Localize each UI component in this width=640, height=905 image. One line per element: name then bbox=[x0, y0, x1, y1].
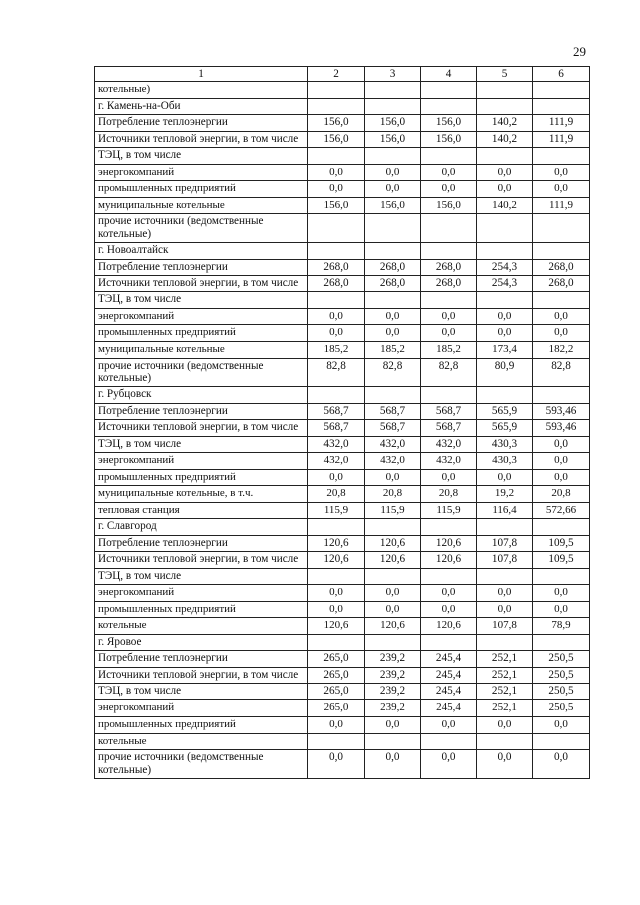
value-cell: 109,5 bbox=[533, 552, 590, 568]
value-cell: 156,0 bbox=[308, 131, 365, 147]
value-cell bbox=[421, 733, 477, 750]
value-cell: 156,0 bbox=[421, 115, 477, 131]
value-cell: 565,9 bbox=[477, 403, 533, 419]
value-cell bbox=[421, 148, 477, 164]
value-cell bbox=[365, 82, 421, 99]
value-cell: 82,8 bbox=[533, 358, 590, 387]
row-label: промышленных предприятий bbox=[95, 181, 308, 198]
row-label: Источники тепловой энергии, в том числе bbox=[95, 667, 308, 683]
table-row bbox=[95, 618, 590, 635]
table-row bbox=[95, 601, 590, 618]
value-cell: 565,9 bbox=[477, 420, 533, 436]
value-cell: 0,0 bbox=[421, 750, 477, 779]
value-cell: 0,0 bbox=[308, 181, 365, 198]
table-body bbox=[95, 67, 590, 779]
value-cell bbox=[365, 214, 421, 243]
table-row bbox=[95, 453, 590, 470]
row-label: муниципальные котельные bbox=[95, 197, 308, 214]
value-cell bbox=[308, 243, 365, 259]
row-label: ТЭЦ, в том числе bbox=[95, 292, 308, 308]
header-cell: 3 bbox=[365, 67, 421, 82]
value-cell: 268,0 bbox=[421, 276, 477, 292]
value-cell: 0,0 bbox=[421, 181, 477, 198]
value-cell: 245,4 bbox=[421, 684, 477, 700]
value-cell: 0,0 bbox=[477, 717, 533, 734]
value-cell bbox=[365, 243, 421, 259]
row-label: Потребление теплоэнергии bbox=[95, 259, 308, 275]
value-cell: 593,46 bbox=[533, 420, 590, 436]
table-row bbox=[95, 164, 590, 181]
value-cell: 115,9 bbox=[421, 502, 477, 519]
value-cell: 115,9 bbox=[365, 502, 421, 519]
value-cell: 20,8 bbox=[533, 486, 590, 503]
value-cell: 239,2 bbox=[365, 651, 421, 667]
value-cell: 109,5 bbox=[533, 535, 590, 551]
value-cell bbox=[365, 387, 421, 403]
header-cell: 1 bbox=[95, 67, 308, 82]
value-cell: 568,7 bbox=[365, 403, 421, 419]
value-cell: 156,0 bbox=[308, 197, 365, 214]
row-label: промышленных предприятий bbox=[95, 469, 308, 486]
value-cell: 156,0 bbox=[308, 115, 365, 131]
value-cell bbox=[365, 519, 421, 535]
value-cell bbox=[421, 82, 477, 99]
value-cell: 156,0 bbox=[421, 197, 477, 214]
table-row bbox=[95, 115, 590, 131]
table-header-row bbox=[95, 67, 590, 82]
value-cell: 0,0 bbox=[533, 436, 590, 452]
value-cell: 268,0 bbox=[533, 276, 590, 292]
table-row bbox=[95, 651, 590, 667]
value-cell: 430,3 bbox=[477, 453, 533, 470]
value-cell: 80,9 bbox=[477, 358, 533, 387]
table-row bbox=[95, 700, 590, 717]
value-cell: 268,0 bbox=[421, 259, 477, 275]
value-cell bbox=[477, 519, 533, 535]
value-cell: 0,0 bbox=[477, 750, 533, 779]
value-cell: 0,0 bbox=[533, 325, 590, 342]
value-cell: 156,0 bbox=[421, 131, 477, 147]
value-cell: 120,6 bbox=[308, 535, 365, 551]
value-cell: 0,0 bbox=[533, 585, 590, 602]
value-cell: 252,1 bbox=[477, 684, 533, 700]
value-cell: 250,5 bbox=[533, 651, 590, 667]
value-cell: 0,0 bbox=[308, 601, 365, 618]
value-cell: 430,3 bbox=[477, 436, 533, 452]
page-number: 29 bbox=[573, 44, 586, 59]
value-cell: 0,0 bbox=[477, 181, 533, 198]
row-label: г. Рубцовск bbox=[95, 387, 308, 403]
value-cell: 0,0 bbox=[477, 601, 533, 618]
value-cell bbox=[533, 82, 590, 99]
value-cell: 252,1 bbox=[477, 700, 533, 717]
table-row bbox=[95, 519, 590, 535]
value-cell: 0,0 bbox=[533, 453, 590, 470]
value-cell bbox=[421, 519, 477, 535]
table-row bbox=[95, 276, 590, 292]
value-cell: 432,0 bbox=[421, 436, 477, 452]
value-cell bbox=[308, 214, 365, 243]
table-row bbox=[95, 131, 590, 147]
row-label: Источники тепловой энергии, в том числе bbox=[95, 420, 308, 436]
table-row bbox=[95, 259, 590, 275]
value-cell: 182,2 bbox=[533, 342, 590, 359]
value-cell: 265,0 bbox=[308, 700, 365, 717]
value-cell: 120,6 bbox=[421, 618, 477, 635]
row-label: котельные bbox=[95, 618, 308, 635]
value-cell: 120,6 bbox=[365, 552, 421, 568]
value-cell bbox=[477, 243, 533, 259]
table-row bbox=[95, 358, 590, 387]
table-row bbox=[95, 568, 590, 584]
value-cell: 0,0 bbox=[365, 181, 421, 198]
row-label: муниципальные котельные, в т.ч. bbox=[95, 486, 308, 503]
value-cell bbox=[533, 634, 590, 650]
table-row bbox=[95, 292, 590, 308]
row-label: промышленных предприятий bbox=[95, 325, 308, 342]
value-cell: 0,0 bbox=[365, 325, 421, 342]
value-cell: 185,2 bbox=[308, 342, 365, 359]
value-cell bbox=[533, 733, 590, 750]
row-label: ТЭЦ, в том числе bbox=[95, 684, 308, 700]
value-cell bbox=[308, 387, 365, 403]
value-cell: 156,0 bbox=[365, 115, 421, 131]
value-cell: 250,5 bbox=[533, 667, 590, 683]
table-row bbox=[95, 535, 590, 551]
value-cell: 173,4 bbox=[477, 342, 533, 359]
value-cell: 120,6 bbox=[365, 618, 421, 635]
value-cell bbox=[533, 99, 590, 115]
table-row bbox=[95, 99, 590, 115]
value-cell: 432,0 bbox=[308, 436, 365, 452]
value-cell: 0,0 bbox=[421, 164, 477, 181]
value-cell bbox=[477, 214, 533, 243]
value-cell: 0,0 bbox=[533, 717, 590, 734]
value-cell: 245,4 bbox=[421, 667, 477, 683]
value-cell bbox=[308, 634, 365, 650]
row-label: энергокомпаний bbox=[95, 453, 308, 470]
table-row bbox=[95, 243, 590, 259]
value-cell: 0,0 bbox=[533, 601, 590, 618]
row-label: энергокомпаний bbox=[95, 585, 308, 602]
value-cell: 0,0 bbox=[533, 750, 590, 779]
value-cell: 0,0 bbox=[365, 717, 421, 734]
value-cell bbox=[308, 519, 365, 535]
table-row bbox=[95, 733, 590, 750]
value-cell: 78,9 bbox=[533, 618, 590, 635]
value-cell bbox=[421, 387, 477, 403]
value-cell: 0,0 bbox=[533, 469, 590, 486]
value-cell: 0,0 bbox=[533, 164, 590, 181]
value-cell: 0,0 bbox=[365, 308, 421, 325]
value-cell bbox=[308, 733, 365, 750]
value-cell bbox=[421, 214, 477, 243]
value-cell bbox=[308, 82, 365, 99]
value-cell: 593,46 bbox=[533, 403, 590, 419]
value-cell bbox=[477, 292, 533, 308]
value-cell: 0,0 bbox=[365, 585, 421, 602]
table-row bbox=[95, 387, 590, 403]
value-cell: 0,0 bbox=[308, 469, 365, 486]
value-cell: 568,7 bbox=[308, 403, 365, 419]
table-row bbox=[95, 148, 590, 164]
value-cell: 0,0 bbox=[477, 308, 533, 325]
value-cell bbox=[421, 568, 477, 584]
row-label: Источники тепловой энергии, в том числе bbox=[95, 276, 308, 292]
value-cell bbox=[365, 99, 421, 115]
value-cell: 0,0 bbox=[421, 585, 477, 602]
table-row bbox=[95, 214, 590, 243]
value-cell: 0,0 bbox=[308, 325, 365, 342]
value-cell: 0,0 bbox=[308, 717, 365, 734]
row-label: ТЭЦ, в том числе bbox=[95, 436, 308, 452]
table-row bbox=[95, 403, 590, 419]
value-cell: 156,0 bbox=[365, 131, 421, 147]
value-cell: 250,5 bbox=[533, 700, 590, 717]
value-cell bbox=[533, 292, 590, 308]
value-cell: 140,2 bbox=[477, 197, 533, 214]
value-cell bbox=[308, 99, 365, 115]
table-row bbox=[95, 634, 590, 650]
value-cell: 0,0 bbox=[365, 469, 421, 486]
value-cell: 254,3 bbox=[477, 276, 533, 292]
row-label: Потребление теплоэнергии bbox=[95, 115, 308, 131]
table-row bbox=[95, 469, 590, 486]
row-label: прочие источники (ведомственные котельные) bbox=[95, 358, 308, 387]
value-cell bbox=[308, 292, 365, 308]
row-label: энергокомпаний bbox=[95, 308, 308, 325]
value-cell: 120,6 bbox=[308, 618, 365, 635]
header-cell: 5 bbox=[477, 67, 533, 82]
table-row bbox=[95, 82, 590, 99]
value-cell: 120,6 bbox=[421, 552, 477, 568]
value-cell: 185,2 bbox=[365, 342, 421, 359]
table-row bbox=[95, 552, 590, 568]
value-cell bbox=[308, 148, 365, 164]
value-cell bbox=[365, 733, 421, 750]
value-cell bbox=[533, 568, 590, 584]
row-label: муниципальные котельные bbox=[95, 342, 308, 359]
value-cell: 568,7 bbox=[421, 420, 477, 436]
value-cell bbox=[421, 292, 477, 308]
row-label: г. Яровое bbox=[95, 634, 308, 650]
value-cell: 107,8 bbox=[477, 552, 533, 568]
value-cell: 432,0 bbox=[421, 453, 477, 470]
table-row bbox=[95, 308, 590, 325]
value-cell: 120,6 bbox=[365, 535, 421, 551]
value-cell bbox=[477, 148, 533, 164]
value-cell: 572,66 bbox=[533, 502, 590, 519]
value-cell: 0,0 bbox=[421, 325, 477, 342]
value-cell: 268,0 bbox=[308, 276, 365, 292]
value-cell: 568,7 bbox=[421, 403, 477, 419]
table-row bbox=[95, 717, 590, 734]
row-label: Потребление теплоэнергии bbox=[95, 651, 308, 667]
value-cell: 82,8 bbox=[421, 358, 477, 387]
value-cell: 0,0 bbox=[308, 585, 365, 602]
value-cell: 20,8 bbox=[308, 486, 365, 503]
value-cell: 268,0 bbox=[308, 259, 365, 275]
value-cell: 111,9 bbox=[533, 197, 590, 214]
table-row bbox=[95, 436, 590, 452]
row-label: Источники тепловой энергии, в том числе bbox=[95, 552, 308, 568]
value-cell: 245,4 bbox=[421, 700, 477, 717]
value-cell: 0,0 bbox=[365, 164, 421, 181]
value-cell: 0,0 bbox=[477, 325, 533, 342]
table-row bbox=[95, 667, 590, 683]
value-cell: 0,0 bbox=[308, 308, 365, 325]
table-row bbox=[95, 486, 590, 503]
row-label: тепловая станция bbox=[95, 502, 308, 519]
value-cell: 0,0 bbox=[308, 750, 365, 779]
value-cell: 239,2 bbox=[365, 667, 421, 683]
row-label: г. Камень-на-Оби bbox=[95, 99, 308, 115]
value-cell: 268,0 bbox=[365, 259, 421, 275]
value-cell: 239,2 bbox=[365, 700, 421, 717]
value-cell bbox=[477, 387, 533, 403]
row-label: Потребление теплоэнергии bbox=[95, 403, 308, 419]
value-cell: 245,4 bbox=[421, 651, 477, 667]
value-cell: 115,9 bbox=[308, 502, 365, 519]
value-cell: 0,0 bbox=[533, 181, 590, 198]
value-cell: 265,0 bbox=[308, 651, 365, 667]
value-cell: 432,0 bbox=[365, 453, 421, 470]
value-cell: 111,9 bbox=[533, 115, 590, 131]
table-row bbox=[95, 750, 590, 779]
table-row bbox=[95, 181, 590, 198]
value-cell bbox=[477, 99, 533, 115]
value-cell: 239,2 bbox=[365, 684, 421, 700]
value-cell: 116,4 bbox=[477, 502, 533, 519]
row-label: промышленных предприятий bbox=[95, 717, 308, 734]
value-cell: 82,8 bbox=[308, 358, 365, 387]
value-cell bbox=[308, 568, 365, 584]
value-cell: 568,7 bbox=[365, 420, 421, 436]
value-cell: 254,3 bbox=[477, 259, 533, 275]
value-cell: 0,0 bbox=[365, 601, 421, 618]
value-cell bbox=[477, 568, 533, 584]
table-row bbox=[95, 325, 590, 342]
row-label: г. Новоалтайск bbox=[95, 243, 308, 259]
value-cell: 0,0 bbox=[308, 164, 365, 181]
table-row bbox=[95, 197, 590, 214]
value-cell: 156,0 bbox=[365, 197, 421, 214]
value-cell: 432,0 bbox=[365, 436, 421, 452]
header-cell: 2 bbox=[308, 67, 365, 82]
value-cell: 20,8 bbox=[365, 486, 421, 503]
value-cell: 120,6 bbox=[421, 535, 477, 551]
value-cell: 111,9 bbox=[533, 131, 590, 147]
row-label: промышленных предприятий bbox=[95, 601, 308, 618]
value-cell: 140,2 bbox=[477, 115, 533, 131]
value-cell: 268,0 bbox=[365, 276, 421, 292]
value-cell: 252,1 bbox=[477, 651, 533, 667]
value-cell: 185,2 bbox=[421, 342, 477, 359]
header-cell: 4 bbox=[421, 67, 477, 82]
value-cell bbox=[365, 634, 421, 650]
value-cell: 0,0 bbox=[477, 164, 533, 181]
value-cell: 252,1 bbox=[477, 667, 533, 683]
value-cell: 432,0 bbox=[308, 453, 365, 470]
value-cell: 0,0 bbox=[365, 750, 421, 779]
value-cell: 0,0 bbox=[533, 308, 590, 325]
header-cell: 6 bbox=[533, 67, 590, 82]
value-cell bbox=[533, 243, 590, 259]
table-row bbox=[95, 585, 590, 602]
table-row bbox=[95, 420, 590, 436]
value-cell: 265,0 bbox=[308, 684, 365, 700]
value-cell: 82,8 bbox=[365, 358, 421, 387]
row-label: прочие источники (ведомственные котельные) bbox=[95, 214, 308, 243]
value-cell: 0,0 bbox=[421, 601, 477, 618]
value-cell bbox=[365, 568, 421, 584]
value-cell bbox=[477, 82, 533, 99]
value-cell: 568,7 bbox=[308, 420, 365, 436]
value-cell bbox=[477, 733, 533, 750]
value-cell bbox=[421, 243, 477, 259]
value-cell: 107,8 bbox=[477, 535, 533, 551]
row-label: энергокомпаний bbox=[95, 164, 308, 181]
row-label: энергокомпаний bbox=[95, 700, 308, 717]
value-cell: 140,2 bbox=[477, 131, 533, 147]
value-cell bbox=[533, 519, 590, 535]
table-row bbox=[95, 684, 590, 700]
row-label: Потребление теплоэнергии bbox=[95, 535, 308, 551]
value-cell: 20,8 bbox=[421, 486, 477, 503]
value-cell bbox=[533, 387, 590, 403]
value-cell bbox=[365, 148, 421, 164]
value-cell bbox=[533, 148, 590, 164]
row-label: Источники тепловой энергии, в том числе bbox=[95, 131, 308, 147]
value-cell: 0,0 bbox=[421, 308, 477, 325]
value-cell: 268,0 bbox=[533, 259, 590, 275]
row-label: прочие источники (ведомственные котельные) bbox=[95, 750, 308, 779]
table-row bbox=[95, 342, 590, 359]
value-cell bbox=[421, 634, 477, 650]
value-cell: 120,6 bbox=[308, 552, 365, 568]
value-cell: 0,0 bbox=[421, 469, 477, 486]
value-cell: 250,5 bbox=[533, 684, 590, 700]
row-label: котельные) bbox=[95, 82, 308, 99]
heat-supply-table bbox=[94, 66, 590, 779]
value-cell: 19,2 bbox=[477, 486, 533, 503]
value-cell bbox=[421, 99, 477, 115]
table-row bbox=[95, 502, 590, 519]
row-label: г. Славгород bbox=[95, 519, 308, 535]
value-cell bbox=[477, 634, 533, 650]
row-label: ТЭЦ, в том числе bbox=[95, 568, 308, 584]
value-cell: 0,0 bbox=[421, 717, 477, 734]
value-cell: 265,0 bbox=[308, 667, 365, 683]
value-cell: 0,0 bbox=[477, 469, 533, 486]
row-label: котельные bbox=[95, 733, 308, 750]
value-cell: 107,8 bbox=[477, 618, 533, 635]
value-cell: 0,0 bbox=[477, 585, 533, 602]
value-cell bbox=[365, 292, 421, 308]
row-label: ТЭЦ, в том числе bbox=[95, 148, 308, 164]
value-cell bbox=[533, 214, 590, 243]
